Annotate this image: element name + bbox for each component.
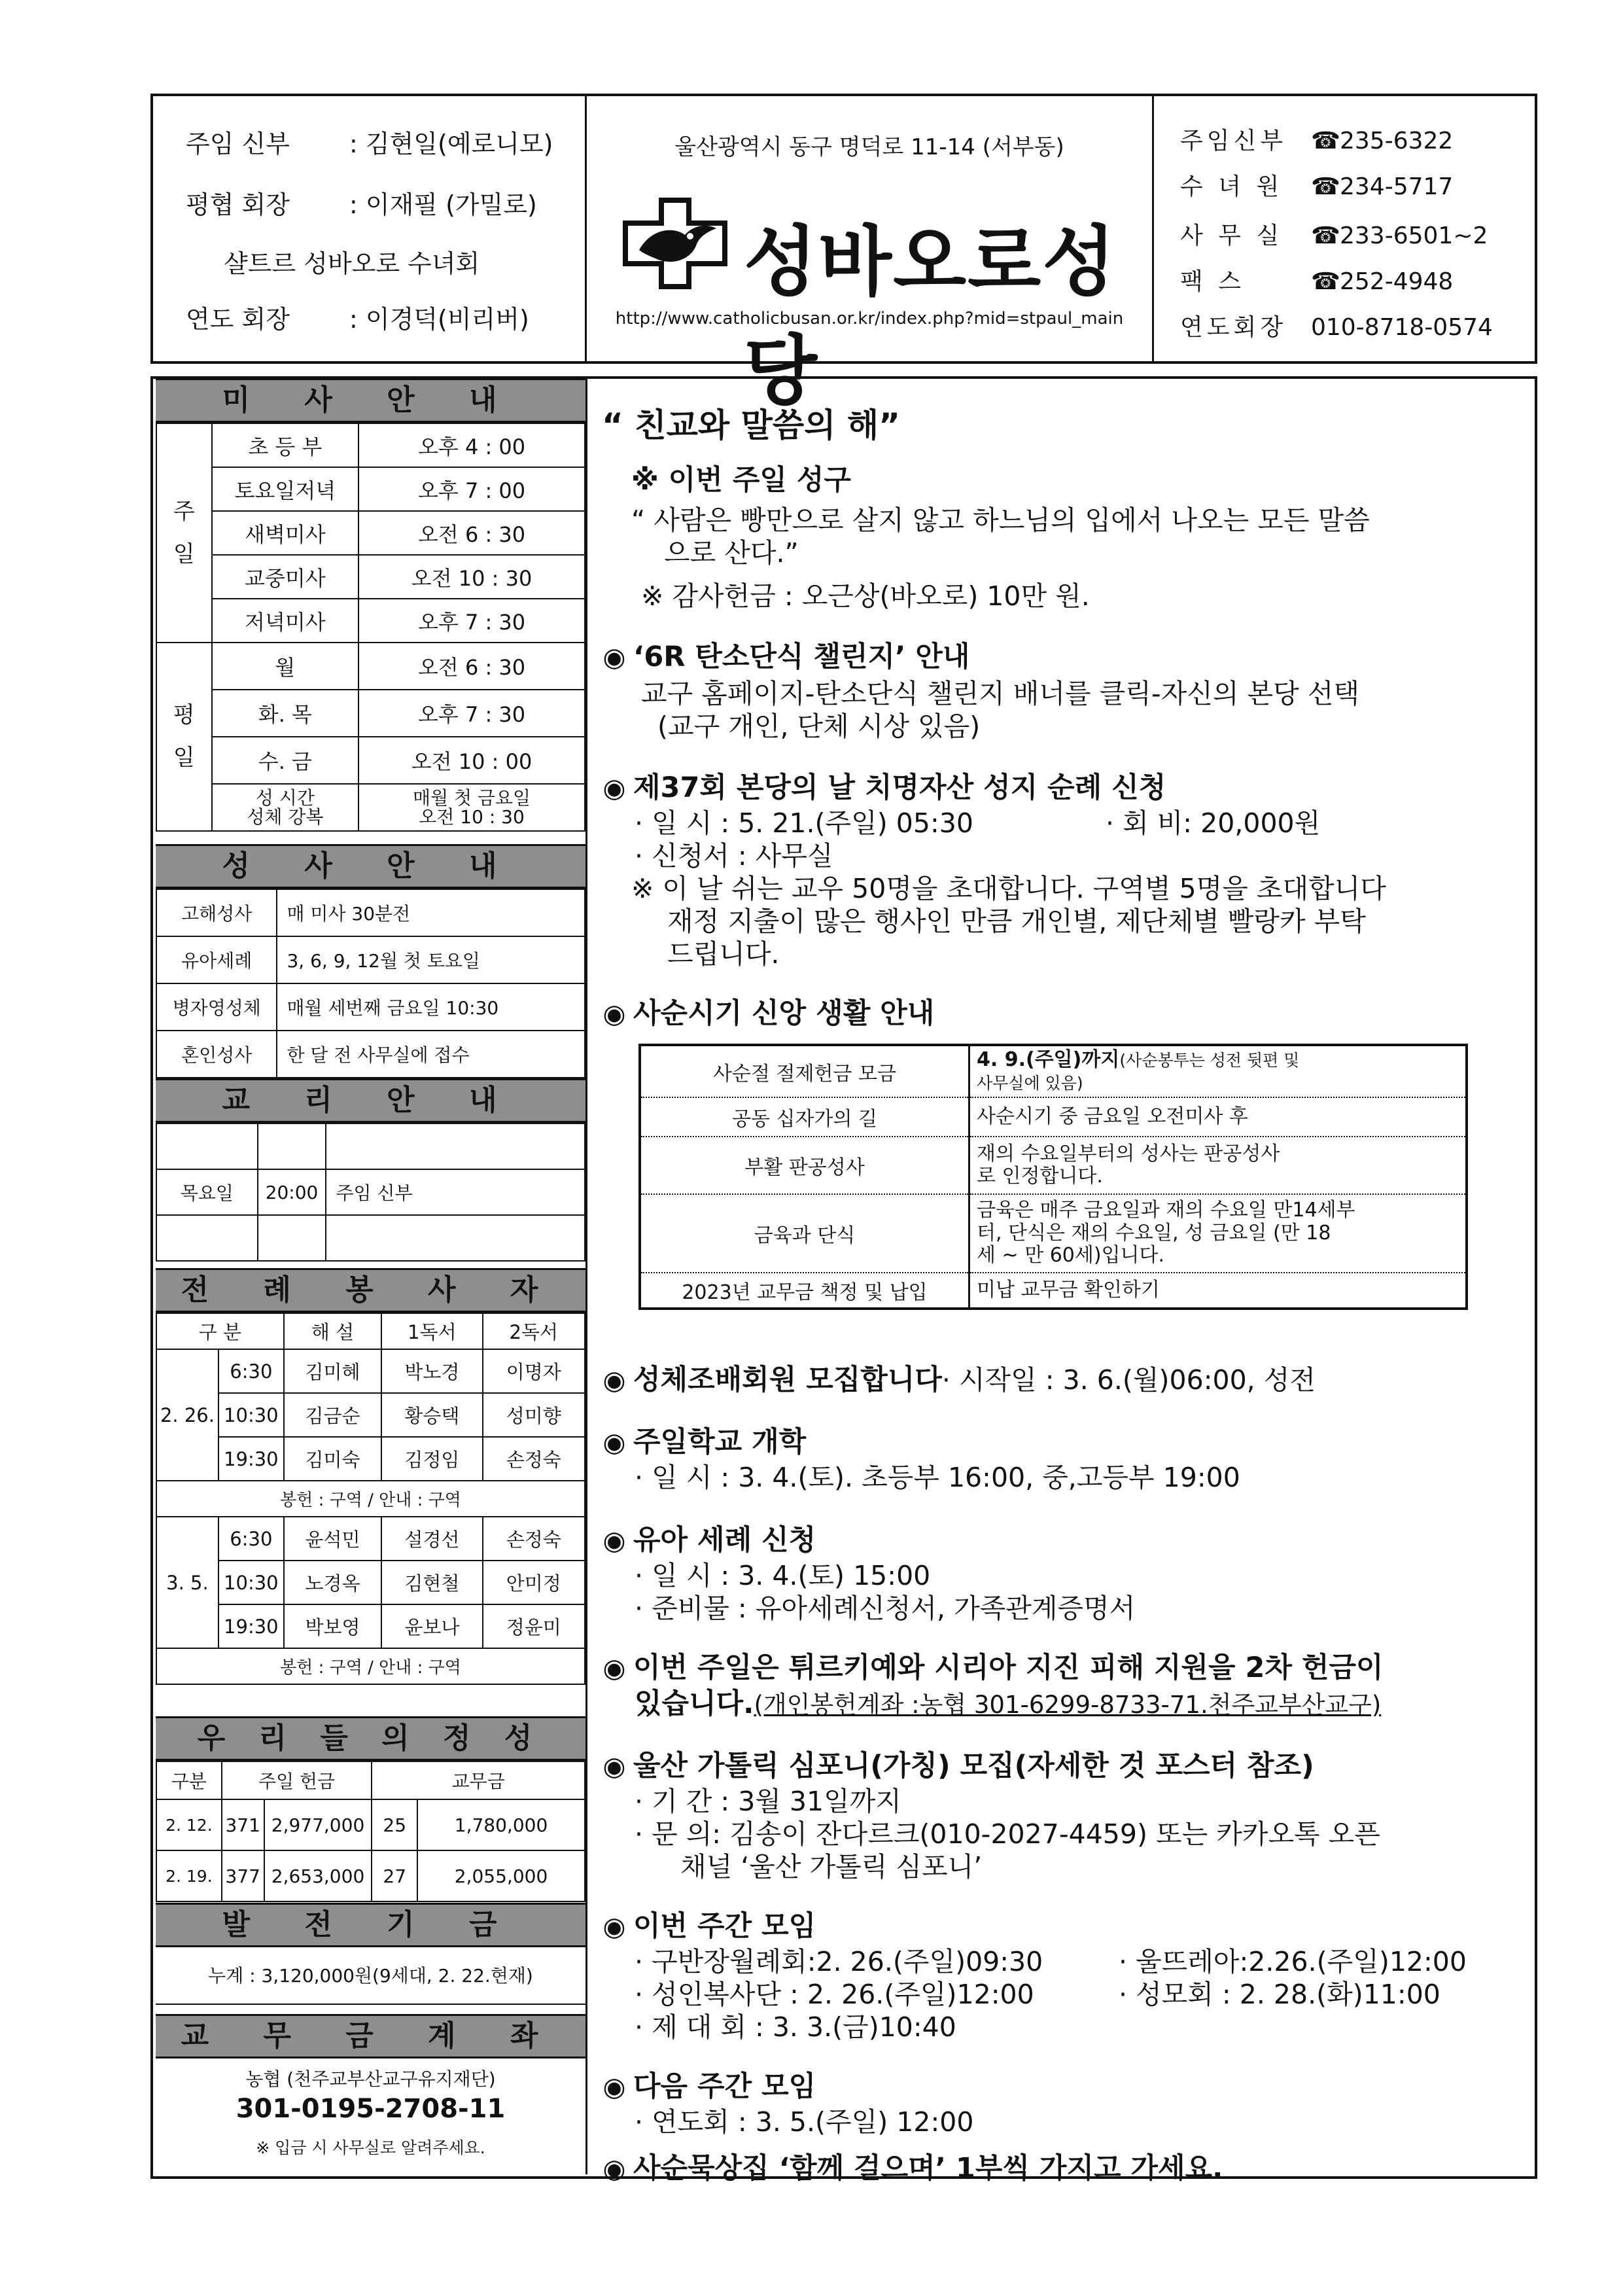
contact-row: 연도회장 010-8718-0574: [1180, 314, 1493, 341]
phone-icon: ☎: [1311, 128, 1340, 154]
bullet-icon: ◉: [602, 2072, 626, 2102]
council-row: 평협 회장 : 이재필 (가밀로): [186, 190, 537, 219]
sacraments-table: 고해성사 매 미사 30분전 유아세례 3, 6, 9, 12월 첫 토요일 병자영성체 매월 세번째 금요일 10:30 혼인성사 한 달 전 사무실에 접수: [156, 889, 585, 1078]
fund-heading: 발 전 기 금: [156, 1903, 585, 1947]
verse-heading: ※ 이번 주일 성구: [631, 464, 851, 497]
baptism-heading: ◉ 유아 세례 신청: [595, 1518, 816, 1558]
bullet-icon: ◉: [602, 1366, 626, 1396]
phone-icon: ☎: [1311, 173, 1340, 200]
catechism-table: 목요일 20:00 주임 신부: [156, 1123, 585, 1262]
servers-heading: 전 례 봉 사 자: [156, 1268, 585, 1313]
pilgrimage-heading: ◉ 제37회 본당의 날 치명자산 성지 순례 신청: [595, 766, 1166, 805]
clergy-info: [153, 96, 585, 361]
church-url: http://www.catholicbusan.or.kr/index.php?mid=stpaul_main: [615, 309, 1124, 328]
quake-relief-heading: ◉ 이번 주일은 튀르키예와 시리아 지진 피해 지원을 2차 헌금이: [595, 1646, 1384, 1686]
bullet-icon: ◉: [602, 1752, 626, 1782]
church-title-block: [585, 96, 1154, 415]
account-bank: 농협 (천주교부산교구유지재단): [245, 2068, 496, 2090]
sidebar: [156, 378, 587, 2174]
mass-schedule-heading: 미 사 안 내: [156, 378, 585, 423]
requiem-row: 연도 회장 : 이경덕(비리버): [186, 305, 529, 334]
fund-total: 누계 : 3,120,000원(9세대, 2. 22.현재): [156, 1947, 585, 2005]
contact-row: 주임신부 ☎235-6322: [1180, 128, 1454, 154]
sunday-label: 주 일: [156, 423, 212, 643]
catechism-heading: 교 리 안 내: [156, 1078, 585, 1123]
cross-dove-icon: [620, 194, 731, 292]
bullet-icon: ◉: [602, 1526, 626, 1556]
offerings-table: 구분 주일 헌금 교무금 2. 12. 371 2,977,000 25 1,780,000 2. 19. 377 2,653,000 27 2,055,000: [156, 1761, 585, 1902]
servers-table: 구 분 해 설 1독서 2독서 2. 26. 6:30 김미혜 박노경 이명자 10:30 김금순 황승택 성미향 19:30 김미숙 김정임 손정숙 봉헌 : 구역 / 안내 : 구역 3. 5. 6:30 윤석민 설경선 손정숙 10:30 노경옥 김현철 안미정 19:30 박보영 윤보나 정윤미 봉헌 : 구역 / 안내 : 구역: [156, 1313, 585, 1685]
account-note: ※ 입금 시 사무실로 알려주세요.: [256, 2138, 485, 2157]
church-name: 성바오로성당: [744, 218, 1117, 415]
eucharist-notice: ◉ 성체조배회원 모집합니다· 시작일 : 3. 6.(월)06:00, 성전: [595, 1358, 1316, 1398]
pastor-row: 주임 신부 : 김현일(예로니모): [186, 130, 553, 158]
verse-text: “ 사람은 빵만으로 살지 않고 하느님의 입에서 나오는 모든 말씀: [631, 504, 1370, 536]
school-heading: ◉ 주일학교 개학: [595, 1420, 806, 1460]
quake-relief-account: 있습니다.(개인봉헌계좌 :농협 301-6299-8733-71.천주교부산교구): [635, 1687, 1382, 1720]
weekday-label: 평 일: [156, 643, 212, 831]
contact-row: 사 무 실 ☎233-6501~2: [1180, 222, 1488, 249]
offerings-heading: 우 리 들 의 정 성: [156, 1716, 585, 1761]
church-address: 울산광역시 동구 명덕로 11-14 (서부동): [674, 134, 1064, 160]
account-heading: 교 무 금 계 좌: [156, 2014, 585, 2058]
mass-schedule-table: 주 일 초 등 부 오후 4 : 00 토요일저녁 오후 7 : 00 새벽미사 오전 6 : 30 교중미사 오전 10 : 30 저녁미사 오후 7 : 30 평 일 월 오전 6 : 30 화. 목 오후 7 : 30 수. 금 오전 10 : 00 성 시간 성체 강복 매월 첫 금요일 오전 10 : 30: [156, 423, 585, 832]
lent-heading: ◉ 사순시기 신앙 생활 안내: [595, 991, 934, 1031]
lent-guide-table: 사순절 절제헌금 모금 4. 9.(주일)까지(사순봉투는 성전 뒷편 및 사무실에 있음) 공동 십자가의 길 사순시기 중 금요일 오전미사 후 부활 판공성사 재의 수요일부터의 성사는 판공성사 로 인정합니다. 금육과 단식 금육은 매주 금요일과 재의 수요일 만14세부 터, 단식은 재의 수요일, 성 금요일 (만 18 세 ~ 만 60세)입니다. 2023년 교무금 책정 및 납입 미납 교무금 확인하기: [638, 1044, 1468, 1310]
phone-icon: ☎: [1311, 222, 1340, 249]
bullet-icon: ◉: [602, 1653, 626, 1684]
bullet-icon: ◉: [602, 2154, 626, 2184]
year-theme: “ 친교와 말씀의 해”: [602, 406, 901, 444]
adoration-name: 성 시간 성체 강복: [212, 784, 359, 831]
contact-list: [1154, 96, 1537, 361]
account-number: 301-0195-2708-11: [236, 2094, 506, 2124]
announcements: “ 친교와 말씀의 해” ※ 이번 주일 성구 “ 사람은 빵만으로 살지 않고 하느님의 입에서 나오는 모든 말씀 으로 산다.” ※ 감사헌금 : 오근상(바오로) 10만 원. ◉ ‘6R 탄소단식 챌린지’ 안내 교구 홈페이지-탄소단식 챌린지 배너를 클릭-자신의 본당 선택 (교구 개인, 단체 시상 있음) ◉ 제37회 본당의 날 치명자산 성지 순례 신청 · 일 시 : 5. 21.(주일) 05:30 · 회 비: 20,000원 · 신청서 : 사무실 ※ 이 날 쉬는 교우 50명을 초대합니다. 구역별 5명을 초대합니다 재정 지출이 많은 행사인 만큼 개인별, 제단체별 빨랑카 부탁 드립니다. ◉ 사순시기 신앙 생활 안내 사순절 절제헌금 모금 4. 9.(주일)까지(사순봉투는 성전 뒷편 및 사무실에 있음) 공동 십자가의 길 사순시기 중 금요일 오전미사 후 부활 판공성사 재의 수요일부터의 성사는 판공성사 로 인정합니다. 금육과 단식 금육은 매주 금요일과 재의 수요일 만14세부 터, 단식은 재의 수요일, 성 금요일 (만 18 세 ~ 만 60세)입니다. 2023년 교무금 책정 및 납입 미납 교무금 확인하기 ◉ 성체조배회원 모집합니다· 시작일 : 3. 6.(월)06:00, 성전 ◉ 주일학교 개학 · 일 시 : 3. 4.(토). 초등부 16:00, 중,고등부 19:00 ◉ 유아 세례 신청 · 일 시 : 3. 4.(토) 15:00 · 준비물 : 유아세례신청서, 가족관계증명서 ◉ 이번 주일은 튀르키예와 시리아 지진 피해 지원을 2차 헌금이 있습니다.(개인봉헌계좌 :농협 301-6299-8733-71.천주교부산교구) ◉ 울산 가톨릭 심포니(가칭) 모집(자세한 것 포스터 참조) · 기 간 : 3월 31일까지 · 문 의: 김송이 잔다르크(010-2027-4459) 또는 카카오톡 오픈 채널 ‘울산 가톨릭 심포니’ ◉ 이번 주간 모임 · 구반장월례회:2. 26.(주일)09:30 · 울뜨레아:2.26.(주일)12:00 · 성인복사단 : 2. 26.(주일)12:00 · 성모회 : 2. 28.(화)11:00 · 제 대 회 : 3. 3.(금)10:40 ◉ 다음 주간 모임 · 연도회 : 3. 5.(주일) 12:00 ◉ 사순묵상집 ‘함께 걸으며’ 1부씩 가지고 가세요.: [595, 380, 1534, 2172]
bullet-icon: ◉: [602, 1428, 626, 1458]
contact-row: 수 녀 원 ☎234-5717: [1180, 173, 1454, 200]
bullet-icon: ◉: [602, 643, 626, 673]
adoration-time: 매월 첫 금요일 오전 10 : 30: [358, 784, 585, 831]
this-week-heading: ◉ 이번 주간 모임: [595, 1904, 816, 1944]
contact-row: 팩 스 ☎252-4948: [1180, 268, 1454, 295]
meditation-book-notice: ◉ 사순묵상집 ‘함께 걸으며’ 1부씩 가지고 가세요.: [595, 2146, 1223, 2186]
sisters-row: 샬트르 성바오로 수녀회: [224, 249, 480, 278]
symphony-heading: ◉ 울산 가톨릭 심포니(가칭) 모집(자세한 것 포스터 참조): [595, 1744, 1314, 1784]
thanks-offering: ※ 감사헌금 : 오근상(바오로) 10만 원.: [641, 580, 1090, 612]
sacraments-heading: 성 사 안 내: [156, 844, 585, 889]
phone-icon: ☎: [1311, 268, 1340, 295]
bullet-icon: ◉: [602, 1912, 626, 1942]
bullet-icon: ◉: [602, 999, 626, 1029]
verse-text-cont: 으로 산다.”: [664, 537, 799, 569]
bullet-icon: ◉: [602, 773, 626, 804]
carbon-heading: ◉ ‘6R 탄소단식 챌린지’ 안내: [595, 635, 969, 675]
next-week-heading: ◉ 다음 주간 모임: [595, 2064, 816, 2104]
